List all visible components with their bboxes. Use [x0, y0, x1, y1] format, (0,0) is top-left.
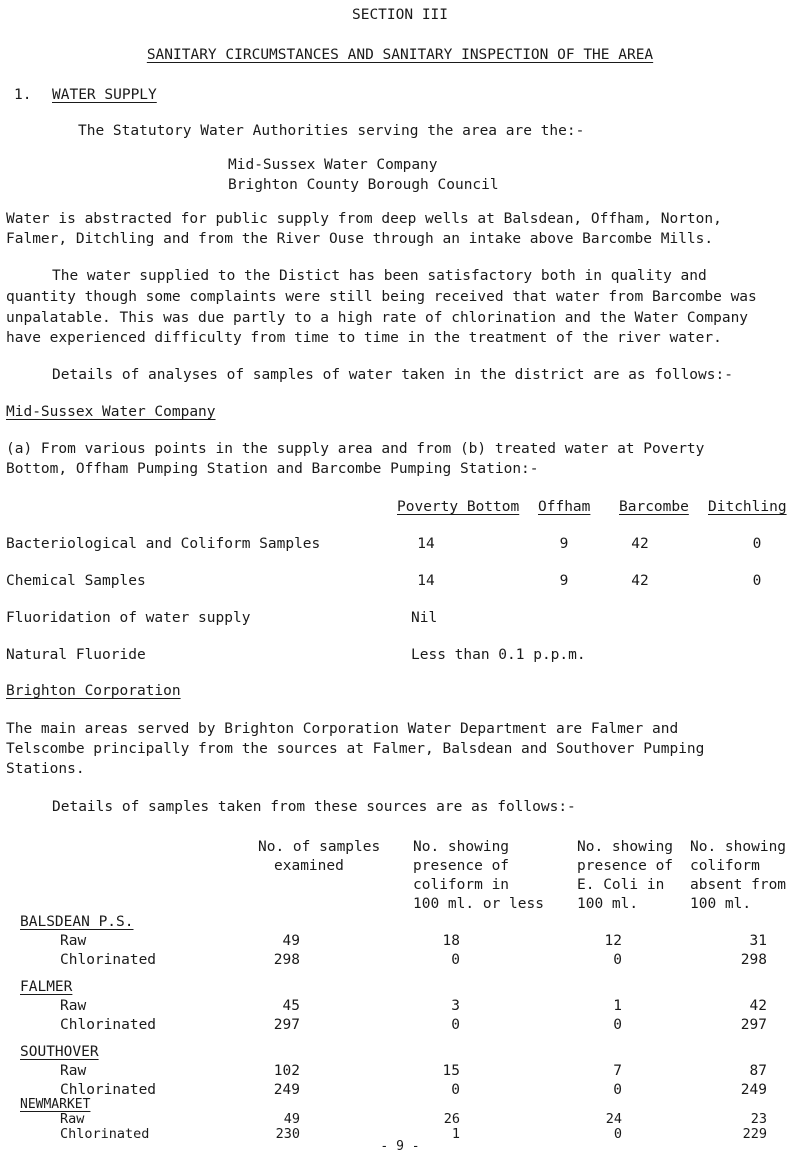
- paragraph-line: have experienced difficulty from time to time in the treatment of the river water.: [6, 330, 722, 346]
- cell-value: 0: [613, 1017, 622, 1033]
- cell-value: 230: [275, 1126, 300, 1142]
- cell-value: 0: [752, 536, 762, 552]
- row-label: Raw: [60, 1111, 85, 1127]
- cell-value: 1: [613, 998, 622, 1014]
- row-label: Raw: [60, 933, 87, 949]
- cell-value: 14: [417, 536, 435, 552]
- page-heading: SANITARY CIRCUMSTANCES AND SANITARY INSPECTION OF THE AREA: [146, 47, 654, 63]
- row-label: Chemical Samples: [6, 573, 146, 589]
- paragraph-line: Water is abstracted for public supply from deep wells at Balsdean, Offham, Norton,: [6, 211, 722, 227]
- brighton-details-intro: Details of samples taken from these sources are as follows:-: [52, 799, 576, 815]
- cell-value: 45: [282, 998, 300, 1014]
- cell-value: 9: [559, 536, 569, 552]
- col-header-ditchling: Ditchling: [708, 499, 787, 515]
- col-header-line: No. of samples: [258, 839, 381, 855]
- authority-item: Mid-Sussex Water Company: [228, 157, 438, 173]
- section-title: SECTION III: [351, 7, 449, 23]
- brighton-title: Brighton Corporation: [6, 683, 181, 699]
- paragraph-line: quantity though some complaints were still being received that water from Barcombe was: [6, 289, 757, 305]
- cell-value: 0: [451, 1017, 460, 1033]
- cell-value: 49: [282, 933, 300, 949]
- cell-note: Nil: [411, 610, 438, 626]
- cell-value: 298: [740, 952, 767, 968]
- cell-value: 26: [443, 1111, 460, 1127]
- cell-value: 14: [417, 573, 435, 589]
- mid-sussex-intro-line: Bottom, Offham Pumping Station and Barcombe Pumping Station:-: [6, 461, 539, 477]
- cell-value: 87: [749, 1063, 767, 1079]
- cell-value: 12: [604, 933, 622, 949]
- cell-value: 0: [613, 1082, 622, 1098]
- col-header-line: E. Coli in: [577, 877, 665, 893]
- cell-value: 31: [749, 933, 767, 949]
- row-label: Chlorinated: [60, 1126, 150, 1142]
- cell-value: 297: [273, 1017, 300, 1033]
- col-header-line: presence of: [413, 858, 510, 874]
- cell-value: 42: [749, 998, 767, 1014]
- col-header-line: No. showing: [690, 839, 787, 855]
- row-label: Fluoridation of water supply: [6, 610, 251, 626]
- cell-value: 18: [442, 933, 460, 949]
- group-title: NEWMARKET: [20, 1097, 91, 1112]
- cell-value: 23: [750, 1111, 767, 1127]
- row-label: Chlorinated: [60, 1017, 157, 1033]
- paragraph-line: The water supplied to the Distict has been satisfactory both in quality and: [52, 268, 707, 284]
- cell-value: 102: [273, 1063, 300, 1079]
- group-title: SOUTHOVER: [20, 1044, 99, 1060]
- col-header-barcombe: Barcombe: [619, 499, 689, 515]
- col-header-line: No. showing: [577, 839, 674, 855]
- cell-value: 249: [740, 1082, 767, 1098]
- cell-value: 3: [451, 998, 460, 1014]
- col-header-line: No. showing: [413, 839, 510, 855]
- group-title: FALMER: [20, 979, 73, 995]
- mid-sussex-intro-line: (a) From various points in the supply area and from (b) treated water at Poverty: [6, 441, 705, 457]
- row-label: Natural Fluoride: [6, 647, 146, 663]
- subsection-title: WATER SUPPLY: [52, 87, 157, 103]
- row-label: Raw: [60, 998, 87, 1014]
- col-header-poverty-bottom: Poverty Bottom: [397, 499, 520, 515]
- cell-value: 0: [451, 952, 460, 968]
- col-header-line: coliform in: [413, 877, 510, 893]
- authorities-intro: The Statutory Water Authorities serving the area are the:-: [78, 123, 585, 139]
- authority-item: Brighton County Borough Council: [228, 177, 499, 193]
- paragraph-line: The main areas served by Brighton Corporation Water Department are Falmer and: [6, 721, 679, 737]
- mid-sussex-title: Mid-Sussex Water Company: [6, 404, 216, 420]
- col-header-offham: Offham: [538, 499, 591, 515]
- cell-value: 0: [752, 573, 762, 589]
- cell-value: 42: [631, 536, 649, 552]
- cell-value: 24: [605, 1111, 622, 1127]
- row-label: Raw: [60, 1063, 87, 1079]
- subsection-number: 1.: [14, 87, 32, 103]
- col-header-line: 100 ml. or less: [413, 896, 544, 912]
- col-header-line: presence of: [577, 858, 674, 874]
- cell-value: 298: [273, 952, 300, 968]
- cell-value: 49: [283, 1111, 300, 1127]
- cell-value: 42: [631, 573, 649, 589]
- paragraph-line: unpalatable. This was due partly to a high rate of chlorination and the Water Company: [6, 310, 749, 326]
- paragraph-line: Telscombe principally from the sources at Falmer, Balsdean and Southover Pumping: [6, 741, 705, 757]
- paragraph-line: Stations.: [6, 761, 85, 777]
- page-number: - 9 -: [380, 1139, 420, 1154]
- cell-value: 9: [559, 573, 569, 589]
- col-header-line: absent from: [690, 877, 787, 893]
- row-label: Chlorinated: [60, 952, 157, 968]
- col-header-line: 100 ml.: [577, 896, 639, 912]
- group-title: BALSDEAN P.S.: [20, 914, 134, 930]
- col-header-line: 100 ml.: [690, 896, 752, 912]
- cell-note: Less than 0.1 p.p.m.: [411, 647, 586, 663]
- cell-value: 1: [451, 1126, 460, 1142]
- cell-value: 0: [613, 952, 622, 968]
- cell-value: 0: [451, 1082, 460, 1098]
- cell-value: 7: [613, 1063, 622, 1079]
- cell-value: 15: [442, 1063, 460, 1079]
- col-header-line: examined: [274, 858, 344, 874]
- cell-value: 229: [742, 1126, 767, 1142]
- col-header-line: coliform: [690, 858, 760, 874]
- details-intro: Details of analyses of samples of water taken in the district are as follows:-: [52, 367, 733, 383]
- cell-value: 297: [740, 1017, 767, 1033]
- cell-value: 249: [273, 1082, 300, 1098]
- paragraph-line: Falmer, Ditchling and from the River Ouse through an intake above Barcombe Mills.: [6, 231, 714, 247]
- row-label: Chlorinated: [60, 1082, 157, 1098]
- row-label: Bacteriological and Coliform Samples: [6, 536, 321, 552]
- cell-value: 0: [613, 1126, 622, 1142]
